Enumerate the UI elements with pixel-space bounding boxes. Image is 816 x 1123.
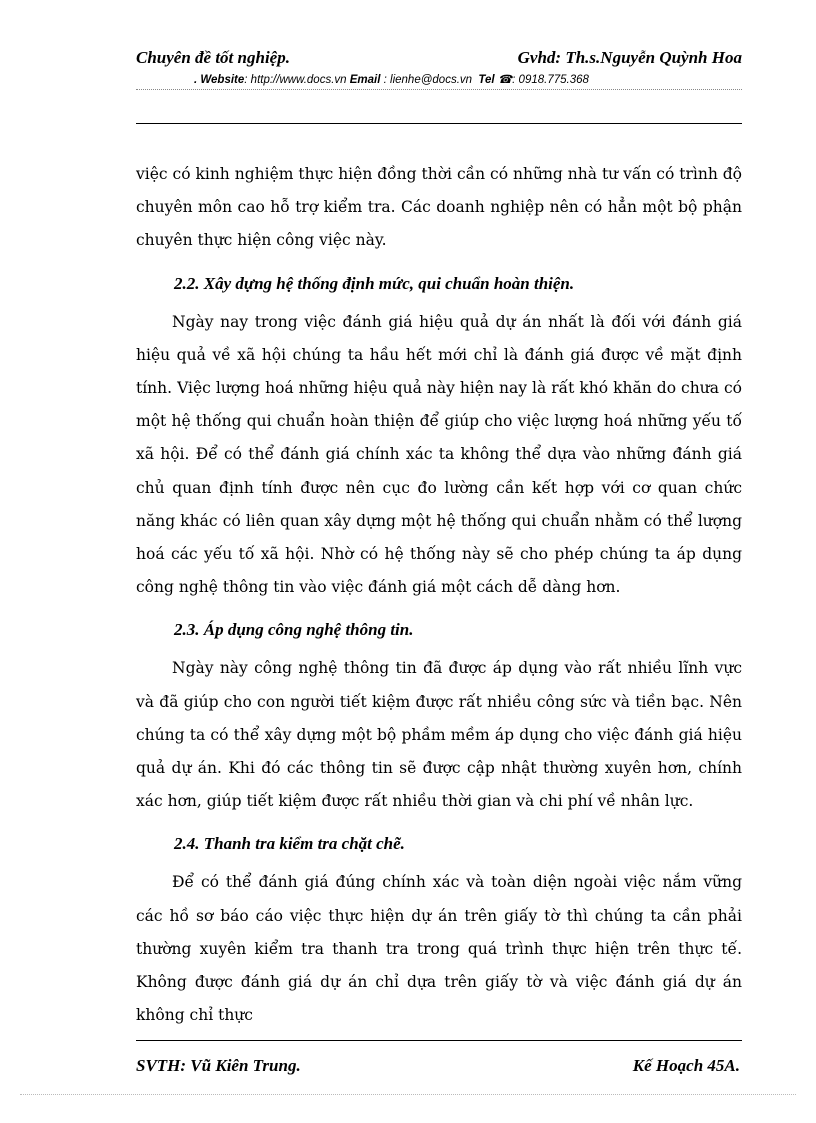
header-divider [136,123,742,124]
header-title-row [136,48,742,68]
section-heading-2-2: 2.2. Xây dựng hệ thống định mức, qui chuẩn hoàn thiện. [174,273,575,293]
page-body [136,158,742,1032]
website-link[interactable]: : http://www.docs.vn [244,74,347,86]
paragraph-2-4: Để có thể đánh giá đúng chính xác và toàn diện ngoài việc nắm vững các hồ sơ báo cáo việc thực hiện dự án trên giấy tờ thì chúng ta cần phải thường xuyên kiểm tra thanh tra trong quá trình thực hiện trên thực tế. Không được đánh giá dự án chỉ dựa trên giấy tờ và việc đánh giá dự án không chỉ thực [136,873,742,1025]
phone-number: : 0918.775.368 [512,74,589,86]
contact-line [136,72,742,90]
email-link[interactable]: : lienhe@docs.vn [383,74,473,86]
class-name: Kế Hoạch 45A. [632,1056,740,1075]
email-label: Email [349,74,381,86]
page-footer [136,1056,740,1076]
tel-label: Tel [478,74,495,86]
paragraph-continued: việc có kinh nghiệm thực hiện đồng thời cần có những nhà tư vấn có trình độ chuyên môn cao hỗ trợ kiểm tra. Các doanh nghiệp nên có hẳn một bộ phận chuyên thực hiện công việc này. [136,165,742,250]
website-label: . Website [194,74,245,86]
footer-divider [136,1040,742,1041]
page-header [136,48,742,90]
section-heading-2-4: 2.4. Thanh tra kiểm tra chặt chẽ. [174,834,405,854]
paragraph-2-3: Ngày này công nghệ thông tin đã được áp dụng vào rất nhiều lĩnh vực và đã giúp cho con người tiết kiệm được rất nhiều công sức và tiền bạc. Nên chúng ta có thể xây dựng một bộ phầm mềm áp dụng cho việc đánh giá hiệu quả dự án. Khi đó các thông tin sẽ được cập nhật thường xuyên hơn, chính xác hơn, giúp tiết kiệm được rất nhiều thời gian và chi phí về nhân lực. [136,659,742,811]
section-heading-2-3: 2.3. Áp dụng công nghệ thông tin. [174,620,414,640]
student-name: SVTH: Vũ Kiên Trung. [136,1056,301,1075]
paragraph-2-2: Ngày nay trong việc đánh giá hiệu quả dự án nhất là đối với đánh giá hiệu quả về xã hội chúng ta hầu hết mới chỉ là đánh giá được về mặt định tính. Việc lượng hoá những hiệu quả này hiện nay là rất khó khăn do chưa có một hệ thống qui chuẩn hoàn thiện để giúp cho việc lượng hoá những yếu tố xã hội. Để có thể đánh giá chính xác ta không thể dựa vào những đánh giá chủ quan định tính được nên cục đo lường cần kết hợp với cơ quan chức năng khác có liên quan xây dựng một hệ thống qui chuẩn nhằm có thể lượng hoá các yếu tố xã hội. Nhờ có hệ thống này sẽ cho phép chúng ta áp dụng công nghệ thông tin vào việc đánh giá một cách dễ dàng hơn. [136,312,742,597]
supervisor-name: Gvhd: Th.s.Nguyễn Quỳnh Hoa [517,48,742,67]
phone-icon: ☎ [497,74,513,86]
document-title: Chuyên đề tốt nghiệp. [136,48,290,67]
page-bottom-border [20,1094,796,1095]
